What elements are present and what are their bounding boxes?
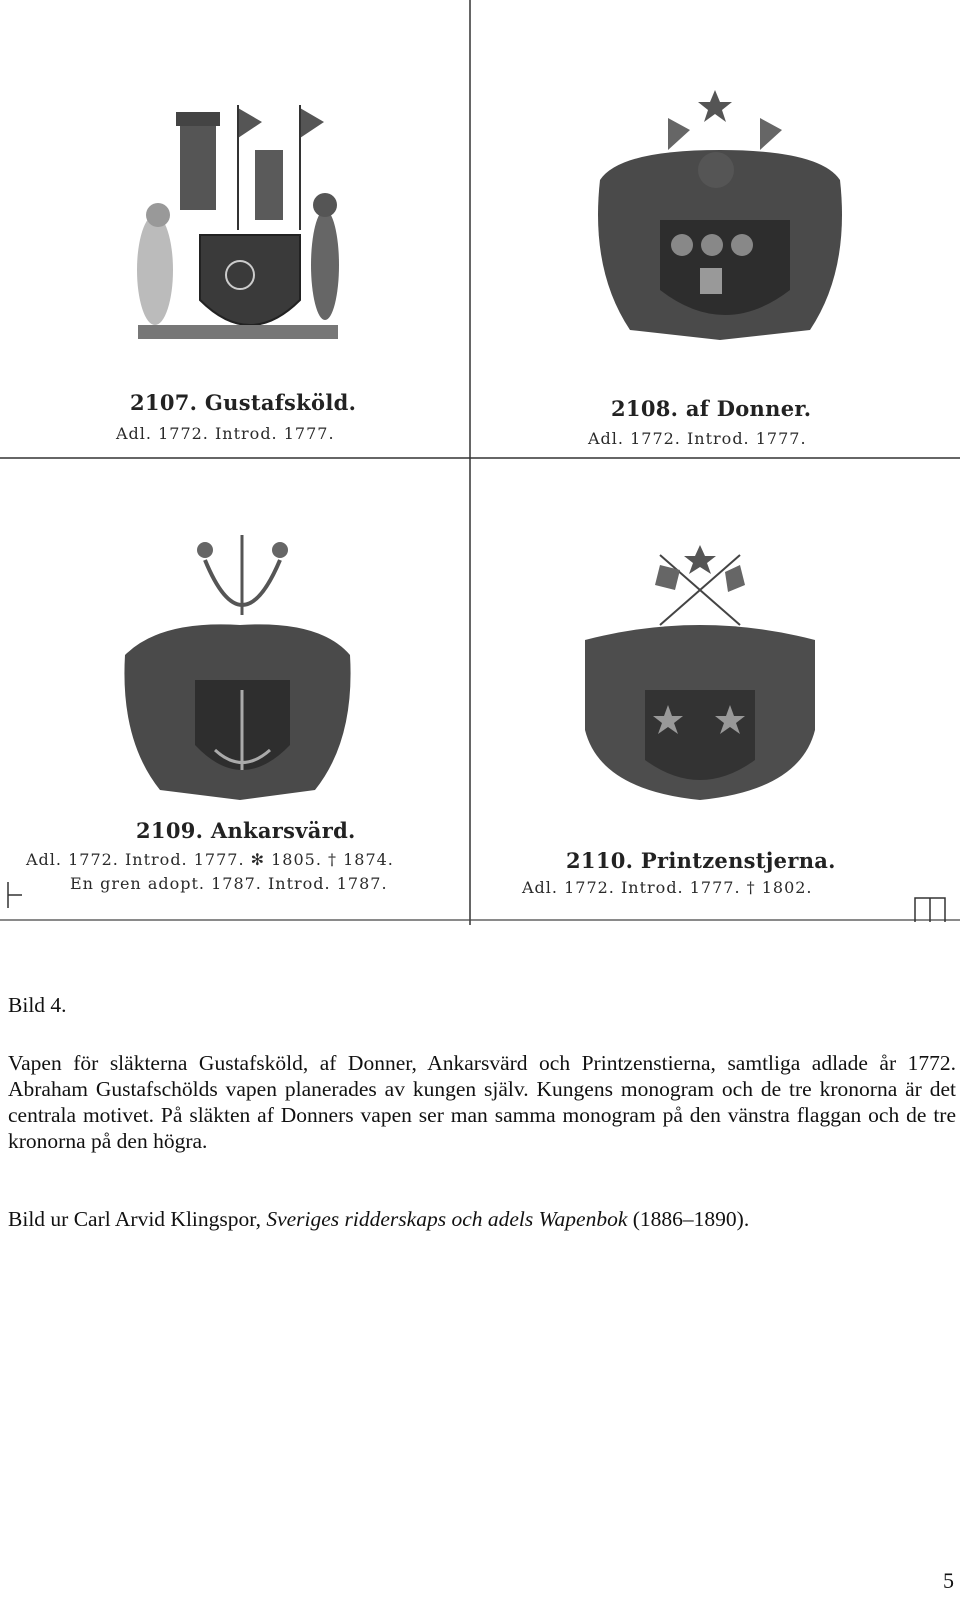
cell-2108-title: 2108. af Donner. bbox=[611, 396, 812, 421]
cell-2110-sub: Adl. 1772. Introd. 1777. † 1802. bbox=[522, 878, 813, 897]
source-prefix: Bild ur Carl Arvid Klingspor, bbox=[8, 1207, 267, 1231]
cell-2110-title: 2110. Printzenstjerna. bbox=[566, 848, 836, 873]
page-number: 5 bbox=[943, 1568, 954, 1593]
arms-gustafskold bbox=[137, 105, 339, 339]
cell-2108-sub: Adl. 1772. Introd. 1777. bbox=[588, 429, 807, 448]
cell-2109-title: 2109. Ankarsvärd. bbox=[136, 818, 356, 843]
arms-printzenstjerna bbox=[585, 545, 815, 800]
cell-2109-sub2: En gren adopt. 1787. Introd. 1787. bbox=[70, 874, 388, 893]
source-book-title: Sveriges ridderskaps och adels Wapenbok bbox=[266, 1207, 628, 1231]
arms-af-donner bbox=[598, 90, 842, 340]
cell-2109-sub1: Adl. 1772. Introd. 1777. ✻ 1805. † 1874. bbox=[26, 850, 394, 869]
arms-ankarsvard bbox=[124, 535, 350, 800]
caption-source bbox=[8, 1206, 956, 1232]
caption-paragraph bbox=[8, 1050, 956, 1154]
caption-label: Bild 4. bbox=[8, 993, 67, 1017]
source-suffix: (1886–1890). bbox=[627, 1207, 750, 1231]
caption-text: Vapen för släkterna Gustafsköld, af Donner, Ankarsvärd och Printzenstierna, samtliga adlade år 1772. Abraham Gustafschölds vapen planerades av kungen själv. Kungens monogram och de tre kronorna är det centrala motivet. På släkten af Donners vapen ser man samma monogram på den vänstra flaggan och de tre kronorna på den högra. bbox=[8, 1051, 956, 1153]
cell-2107-sub: Adl. 1772. Introd. 1777. bbox=[116, 424, 335, 443]
cell-2107-title: 2107. Gustafsköld. bbox=[130, 390, 357, 415]
